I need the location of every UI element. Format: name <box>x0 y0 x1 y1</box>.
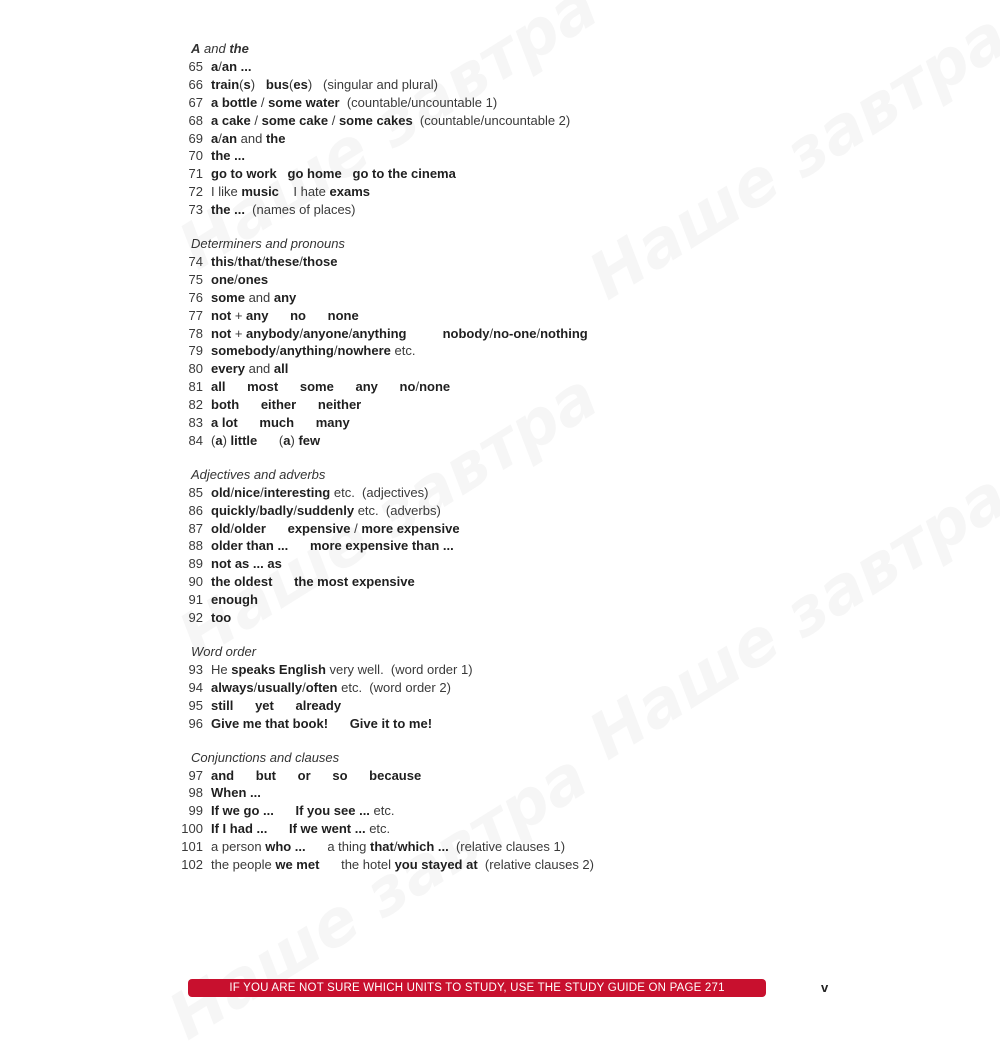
unit-row <box>0 183 1000 201</box>
title-part: some cake <box>261 112 329 128</box>
title-part: exams <box>329 184 370 200</box>
title-part <box>266 521 288 536</box>
title-part: often <box>305 679 338 695</box>
title-part: / <box>276 343 280 359</box>
unit-title <box>211 201 356 219</box>
unit-number: 71 <box>188 166 203 182</box>
title-part: / <box>350 520 362 536</box>
title-part: no-one <box>493 325 537 341</box>
unit-row <box>0 573 1000 591</box>
title-part: the <box>265 130 286 146</box>
unit-row <box>0 767 1000 785</box>
page-number: v <box>821 980 829 995</box>
unit-number: 72 <box>188 184 203 200</box>
title-part: etc. (adjectives) <box>330 484 429 500</box>
unit-number: 88 <box>188 538 203 554</box>
title-part: speaks English <box>231 661 326 677</box>
title-part: / <box>536 325 541 341</box>
title-part: usually <box>257 679 303 695</box>
unit-title <box>211 165 456 183</box>
title-part: older <box>234 520 266 536</box>
title-part: the ... <box>211 202 245 218</box>
unit-title <box>211 253 337 271</box>
title-part <box>406 326 442 341</box>
title-part: anything <box>279 343 334 359</box>
title-part: anybody <box>246 325 300 341</box>
unit-number: 80 <box>188 361 203 377</box>
title-part: a <box>211 59 219 74</box>
section-heading <box>191 466 1000 484</box>
title-part: a bottle <box>211 94 258 110</box>
unit-title <box>211 679 451 697</box>
unit-row <box>0 378 1000 396</box>
unit-row <box>0 58 1000 76</box>
title-part: any <box>273 289 297 305</box>
section-heading <box>191 235 1000 253</box>
title-part: I like <box>211 184 242 200</box>
title-part: and <box>237 130 266 146</box>
unit-row <box>0 112 1000 130</box>
title-part: / <box>250 112 262 128</box>
title-part: I hate <box>278 184 330 200</box>
title-part: etc. (adverbs) <box>354 502 441 518</box>
unit-title <box>211 802 395 820</box>
title-part: every <box>211 361 245 377</box>
unit-number: 100 <box>181 821 203 837</box>
title-part: a lot much many <box>211 415 350 431</box>
title-part: If I had ... If we went ... <box>211 821 366 837</box>
unit-title <box>211 591 258 609</box>
section <box>0 40 1000 219</box>
unit-title <box>211 820 390 838</box>
unit-title <box>211 555 282 573</box>
unit-row <box>0 76 1000 94</box>
unit-title <box>211 396 361 414</box>
title-part: these <box>265 254 300 270</box>
unit-title <box>211 784 261 802</box>
title-part: all most some any no <box>211 379 416 395</box>
unit-row <box>0 502 1000 520</box>
title-part: / <box>230 520 235 536</box>
title-part: those <box>302 254 338 270</box>
unit-number: 101 <box>181 839 203 855</box>
title-part: that <box>369 839 394 855</box>
title-part: Give me that book! Give it to me! <box>211 715 433 731</box>
title-part: nice <box>234 484 261 500</box>
title-part: ( <box>211 432 216 448</box>
title-part: somebody <box>211 343 277 359</box>
unit-number: 86 <box>188 502 203 518</box>
unit-number: 85 <box>188 484 203 500</box>
unit-number: 99 <box>188 803 203 819</box>
title-part: (names of places) <box>244 202 356 218</box>
title-part: an ... <box>221 59 252 74</box>
title-part: s <box>243 76 251 92</box>
title-part: / <box>218 130 222 146</box>
title-part: not <box>211 307 232 323</box>
unit-number: 91 <box>188 592 203 608</box>
unit-title <box>211 573 415 591</box>
title-part: + <box>231 325 247 341</box>
title-part: more expensive <box>361 520 460 536</box>
title-part: / <box>234 271 238 287</box>
title-part: too <box>211 610 232 626</box>
heading-part: Determiners and pronouns <box>191 236 345 252</box>
unit-row <box>0 661 1000 679</box>
unit-row <box>0 396 1000 414</box>
heading-part: and <box>200 41 230 56</box>
unit-row <box>0 271 1000 289</box>
title-part: / <box>257 94 269 110</box>
title-part: who ... <box>265 839 306 855</box>
title-part: nowhere <box>337 343 391 359</box>
title-part: none <box>419 379 451 395</box>
unit-title <box>211 58 251 76</box>
title-part: bus <box>265 76 290 92</box>
title-part: (countable/uncountable 1) <box>339 94 498 110</box>
title-part: a <box>283 432 291 448</box>
unit-row <box>0 609 1000 627</box>
title-part: / <box>253 679 258 695</box>
unit-title <box>211 767 421 785</box>
unit-row <box>0 715 1000 733</box>
unit-title <box>211 697 341 715</box>
title-part: / <box>328 112 339 128</box>
unit-title <box>211 183 370 201</box>
title-part: / <box>489 325 494 341</box>
title-part: and <box>244 289 274 305</box>
unit-title <box>211 94 497 112</box>
title-part: / <box>218 59 222 74</box>
unit-number: 74 <box>188 254 203 270</box>
unit-row <box>0 414 1000 432</box>
title-part: / <box>415 379 420 395</box>
title-part: He <box>211 661 232 677</box>
title-part: some cakes <box>338 112 413 128</box>
title-part: a <box>215 432 223 448</box>
title-part: quickly <box>211 502 256 518</box>
title-part: some <box>211 289 245 305</box>
title-part: es <box>293 76 308 92</box>
title-part: / <box>393 839 398 855</box>
unit-title <box>211 342 415 360</box>
unit-number: 82 <box>188 397 203 413</box>
title-part: music <box>241 184 279 200</box>
title-part: ones <box>237 271 269 287</box>
unit-row <box>0 94 1000 112</box>
title-part: / <box>230 484 235 500</box>
title-part: / <box>261 254 266 270</box>
title-part: a cake <box>211 112 251 128</box>
section-heading <box>191 749 1000 767</box>
title-part: one <box>211 271 235 287</box>
unit-number: 78 <box>188 325 203 341</box>
unit-title <box>211 76 438 94</box>
section-heading <box>191 643 1000 661</box>
unit-number: 95 <box>188 697 203 713</box>
title-part: ( <box>289 76 294 92</box>
heading-part: the <box>229 41 249 56</box>
title-part: little <box>230 432 258 448</box>
title-part: / <box>302 679 306 695</box>
unit-row <box>0 130 1000 148</box>
unit-row <box>0 537 1000 555</box>
title-part: and <box>244 361 274 377</box>
unit-number: 97 <box>188 767 203 783</box>
title-part: a <box>211 130 219 146</box>
unit-number: 65 <box>188 59 203 74</box>
title-part: expensive <box>287 520 351 536</box>
unit-title <box>211 661 473 679</box>
unit-number: 69 <box>188 130 203 146</box>
unit-title <box>211 325 588 343</box>
unit-title <box>211 537 454 555</box>
section <box>0 749 1000 874</box>
title-part: ) <box>250 76 266 92</box>
title-part: go to work go home go to the cinema <box>211 166 456 182</box>
unit-row <box>0 591 1000 609</box>
unit-row <box>0 679 1000 697</box>
unit-number: 83 <box>188 415 203 431</box>
title-part: / <box>255 502 260 518</box>
unit-number: 73 <box>188 202 203 218</box>
title-part: (relative clauses 1) <box>448 839 566 855</box>
title-part: anyone <box>303 325 349 341</box>
unit-number: 84 <box>188 432 203 448</box>
title-part: old <box>211 520 231 536</box>
title-part: both either neither <box>211 397 362 413</box>
title-part: a person <box>211 839 266 855</box>
unit-row <box>0 432 1000 450</box>
title-part: etc. <box>369 803 395 819</box>
unit-title <box>211 289 296 307</box>
unit-number: 87 <box>188 520 203 536</box>
heading-part: Adjectives and adverbs <box>191 466 326 482</box>
unit-row <box>0 838 1000 856</box>
unit-title <box>211 147 245 165</box>
unit-row <box>0 697 1000 715</box>
title-part: train <box>211 76 240 92</box>
unit-row <box>0 342 1000 360</box>
unit-row <box>0 165 1000 183</box>
title-part: / <box>293 502 298 518</box>
section <box>0 643 1000 733</box>
unit-row <box>0 555 1000 573</box>
title-part: / <box>348 325 353 341</box>
unit-number: 66 <box>188 76 203 92</box>
unit-row <box>0 856 1000 874</box>
title-part: a thing <box>305 839 370 855</box>
heading-part: Conjunctions and clauses <box>191 749 340 765</box>
title-part: an <box>221 130 238 146</box>
unit-title <box>211 307 359 325</box>
title-part: this <box>211 254 235 270</box>
title-part: etc. <box>390 343 416 359</box>
unit-row <box>0 820 1000 838</box>
title-part: and but or so because <box>211 767 422 783</box>
title-part: we met <box>275 856 320 872</box>
unit-title <box>211 484 429 502</box>
unit-number: 94 <box>188 679 203 695</box>
unit-title <box>211 378 450 396</box>
unit-row <box>0 520 1000 538</box>
unit-title <box>211 502 441 520</box>
unit-title <box>211 130 285 148</box>
unit-title <box>211 414 350 432</box>
unit-number: 93 <box>188 661 203 677</box>
unit-number: 67 <box>188 94 203 110</box>
title-part: any no none <box>246 307 359 323</box>
unit-number: 68 <box>188 112 203 128</box>
title-part: ) <box>290 432 299 448</box>
title-part: + <box>231 307 247 323</box>
unit-number: 70 <box>188 148 203 164</box>
heading-part: Word order <box>191 643 257 659</box>
title-part: the people <box>211 856 276 872</box>
title-part: old <box>211 484 231 500</box>
unit-title <box>211 520 460 538</box>
title-part: still yet already <box>211 697 342 713</box>
unit-number: 92 <box>188 610 203 626</box>
title-part: / <box>234 254 238 270</box>
unit-number: 75 <box>188 271 203 287</box>
unit-row <box>0 147 1000 165</box>
unit-row <box>0 253 1000 271</box>
title-part: the hotel <box>319 856 395 872</box>
unit-number: 89 <box>188 556 203 572</box>
title-part: / <box>299 254 303 270</box>
section <box>0 466 1000 627</box>
title-part: anything <box>352 325 407 341</box>
title-part: nobody <box>442 325 490 341</box>
title-part: / <box>333 343 338 359</box>
contents-list <box>0 40 1000 890</box>
title-part: always <box>211 679 254 695</box>
title-part: etc. <box>365 821 391 837</box>
title-part: which ... <box>397 839 449 855</box>
unit-row <box>0 360 1000 378</box>
unit-number: 81 <box>188 379 203 395</box>
unit-number: 76 <box>188 289 203 305</box>
section-heading <box>191 40 1000 58</box>
title-part: enough <box>211 592 258 608</box>
unit-number: 102 <box>181 856 203 872</box>
unit-title <box>211 838 565 856</box>
unit-title <box>211 432 320 450</box>
unit-title <box>211 360 288 378</box>
title-part: nothing <box>540 325 588 341</box>
title-part: some water <box>268 94 340 110</box>
title-part: the oldest the most expensive <box>211 574 415 590</box>
unit-number: 98 <box>188 785 203 801</box>
unit-number: 96 <box>188 715 203 731</box>
title-part: etc. (word order 2) <box>337 679 451 695</box>
title-part: / <box>299 325 304 341</box>
title-part: not as ... as <box>211 556 282 572</box>
study-guide-banner: IF YOU ARE NOT SURE WHICH UNITS TO STUDY, USE THE STUDY GUIDE ON PAGE 271 <box>188 979 766 997</box>
title-part: you stayed at <box>394 856 478 872</box>
title-part: (countable/uncountable 2) <box>412 112 571 128</box>
unit-title <box>211 715 432 733</box>
title-part: older than ... more expensive than ... <box>211 538 454 554</box>
title-part: that <box>237 254 262 270</box>
title-part: the ... <box>211 148 245 164</box>
unit-row <box>0 802 1000 820</box>
unit-number: 77 <box>188 307 203 323</box>
section <box>0 235 1000 450</box>
title-part: When ... <box>211 785 261 801</box>
title-part: / <box>260 484 264 500</box>
title-part: (relative clauses 2) <box>477 856 594 872</box>
unit-row <box>0 307 1000 325</box>
title-part: all <box>273 361 289 377</box>
title-part: ( <box>257 432 284 448</box>
title-part: ) <box>222 432 231 448</box>
unit-number: 90 <box>188 574 203 590</box>
title-part: very well. (word order 1) <box>325 661 473 677</box>
title-part: ( <box>239 76 244 92</box>
unit-number: 79 <box>188 343 203 359</box>
unit-title <box>211 856 594 874</box>
title-part: badly <box>259 502 294 518</box>
unit-row <box>0 484 1000 502</box>
title-part: interesting <box>263 484 331 500</box>
unit-row <box>0 325 1000 343</box>
unit-row <box>0 289 1000 307</box>
unit-title <box>211 609 231 627</box>
title-part: not <box>211 325 232 341</box>
title-part: suddenly <box>297 502 355 518</box>
unit-row <box>0 201 1000 219</box>
title-part: ) (singular and plural) <box>307 76 438 92</box>
unit-title <box>211 271 268 289</box>
heading-part: A <box>191 41 201 56</box>
title-part: If we go ... If you see ... <box>211 803 370 819</box>
unit-row <box>0 784 1000 802</box>
title-part: few <box>298 432 321 448</box>
unit-title <box>211 112 570 130</box>
